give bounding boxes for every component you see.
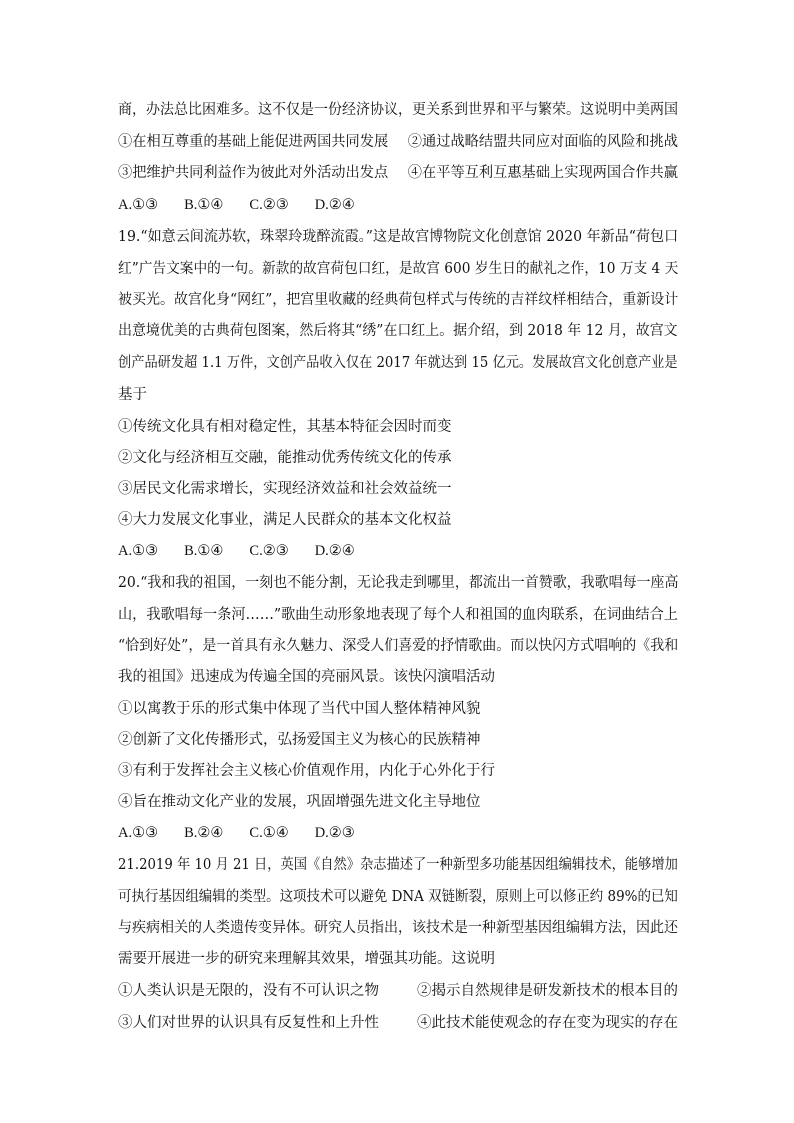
q21-statements-row-2	[118, 1014, 678, 1032]
q19-option-b: B.①④	[184, 543, 224, 559]
q20-option-d: D.②③	[314, 825, 355, 841]
q19-statement-4: ④大力发展文化事业，满足人民群众的基本文化权益	[118, 512, 452, 528]
q20-stem-line-4: 我的祖国》迅速成为传遍全国的亮丽风景。该快闪演唱活动	[118, 669, 495, 685]
q18-statement-2: ②通过战略结盟共同应对面临的风险和挑战	[407, 134, 678, 150]
q18-statements-row-1	[118, 133, 678, 151]
q18-option-d: D.②④	[314, 197, 355, 213]
q19-stem-line-5: 创产品研发超 1.1 万件，文创产品收入仅在 2017 年就达到 15 亿元。发展故宫文化创意产业是	[118, 355, 678, 371]
q19-stem-line-3: 被买光。故宫化身“网红”，把宫里收藏的经典荷包样式与传统的吉祥纹样相结合，重新设计	[118, 292, 679, 308]
q19-options	[118, 542, 355, 560]
q20-option-b: B.②④	[184, 825, 224, 841]
q20-stem-line-3: “恰到好处”，是一首具有永久魅力、深受人们喜爱的抒情歌曲。而以快闪方式唱响的《我和	[118, 638, 679, 654]
q18-options	[118, 196, 355, 214]
q21-stem-line-2: 可执行基因组编辑的类型。这项技术可以避免 DNA 双链断裂，原则上可以修正约 89%的已知	[118, 889, 678, 905]
q20-stem-line-1: 20.“我和我的祖国，一刻也不能分割，无论我走到哪里，都流出一首赞歌，我歌唱每一座高	[118, 575, 679, 591]
q21-statement-3: ③人们对世界的认识具有反复性和上升性	[118, 1015, 379, 1031]
q20-statement-4: ④旨在推动文化产业的发展，巩固增强先进文化主导地位	[118, 794, 481, 810]
q20-statement-3: ③有利于发挥社会主义核心价值观作用，内化于心外化于行	[118, 763, 495, 779]
q19-stem-line-1: 19.“如意云间流苏软，珠翠玲珑醉流霞。”这是故宫博物院文化创意馆 2020 年新品“荷包口	[118, 229, 679, 245]
q21-statement-2: ②揭示自然规律是研发新技术的根本目的	[417, 983, 678, 999]
q18-option-a: A.①③	[118, 197, 159, 213]
q19-statement-1: ①传统文化具有相对稳定性，其基本特征会因时而变	[118, 419, 452, 435]
q21-stem-line-3: 与疾病相关的人类遗传变异体。研究人员指出，该技术是一种新型基因组编辑方法，因此还	[118, 920, 678, 936]
q19-option-a: A.①③	[118, 543, 159, 559]
q20-stem-line-2: 山，我歌唱每一条河……”歌曲生动形象地表现了每个人和祖国的血肉联系，在词曲结合上	[118, 607, 678, 623]
q20-option-c: C.①④	[249, 825, 289, 841]
q18-option-c: C.②③	[249, 197, 289, 213]
q18-statement-3: ③把维护共同利益作为彼此对外活动出发点	[118, 165, 389, 181]
q19-stem-line-4: 出意境优美的古典荷包图案，然后将其“绣”在口红上。据介绍，到 2018 年 12 月，故宫文	[118, 323, 678, 339]
q20-statement-2: ②创新了文化传播形式，弘扬爱国主义为核心的民族精神	[118, 732, 481, 748]
q20-options	[118, 824, 355, 842]
q19-option-c: C.②③	[249, 543, 289, 559]
q19-stem-line-6: 基于	[118, 387, 147, 403]
q21-statements-row-1	[118, 982, 678, 1000]
q19-statement-2: ②文化与经济相互交融，能推动优秀传统文化的传承	[118, 450, 452, 466]
q18-statements-row-2	[118, 164, 678, 182]
q19-stem-line-2: 红”广告文案中的一句。新款的故宫荷包口红，是故宫 600 岁生日的献礼之作，10 万支 4 天	[118, 261, 679, 277]
q21-stem-line-1: 21.2019 年 10 月 21 日，英国《自然》杂志描述了一种新型多功能基因组编辑技术，能够增加	[118, 857, 678, 873]
q21-statement-4: ④此技术能使观念的存在变为现实的存在	[417, 1015, 678, 1031]
q21-statement-1: ①人类认识是无限的，没有不可认识之物	[118, 983, 379, 999]
q20-option-a: A.①③	[118, 825, 159, 841]
q19-option-d: D.②④	[314, 543, 355, 559]
q18-option-b: B.①④	[184, 197, 224, 213]
q18-statement-4: ④在平等互利互惠基础上实现两国合作共赢	[407, 165, 678, 181]
q19-statement-3: ③居民文化需求增长，实现经济效益和社会效益统一	[118, 481, 452, 497]
q20-statement-1: ①以寓教于乐的形式集中体现了当代中国人整体精神风貌	[118, 701, 481, 717]
q18-stem-tail: 商，办法总比困难多。这不仅是一份经济协议，更关系到世界和平与繁荣。这说明中美两国	[118, 102, 678, 118]
q21-stem-line-4: 需要开展进一步的研究来理解其效果，增强其功能。这说明	[118, 951, 495, 967]
q18-statement-1: ①在相互尊重的基础上能促进两国共同发展	[118, 134, 389, 150]
